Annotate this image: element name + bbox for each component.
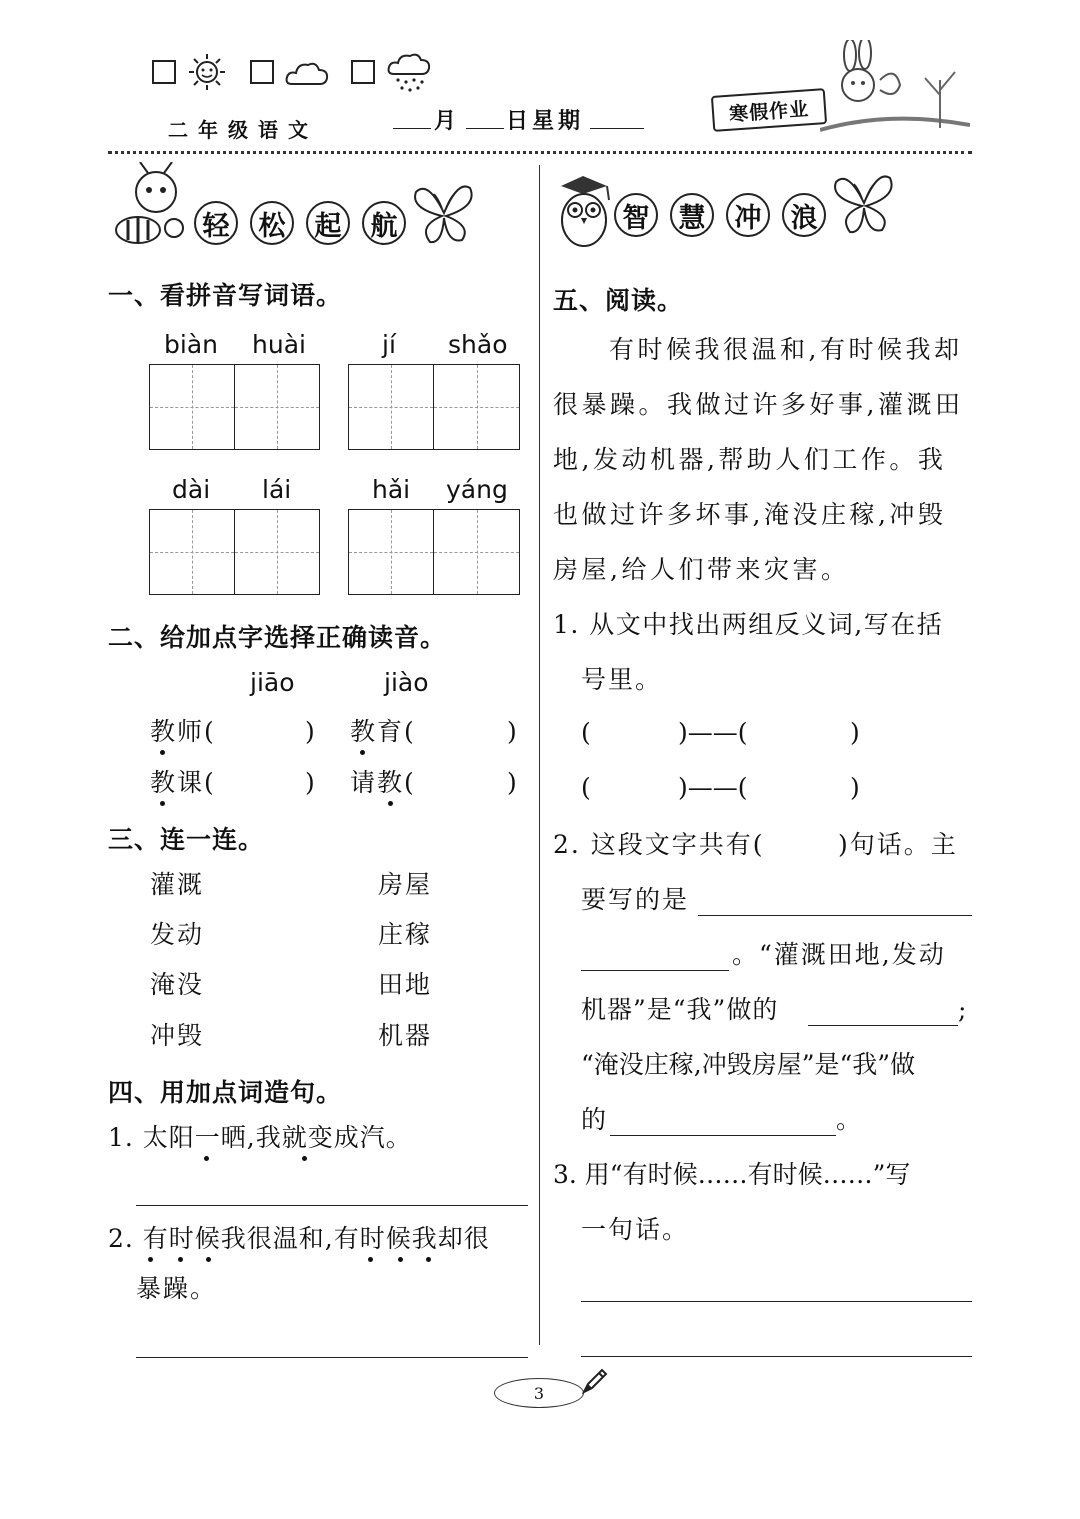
- rainy-checkbox[interactable]: [351, 60, 375, 84]
- option-jiao1: jiāo: [250, 668, 295, 697]
- match-right-2[interactable]: 庄稼: [378, 920, 433, 949]
- q5-2-line1a: 2. 这段文字共有(: [553, 830, 765, 859]
- pinyin-yang: yáng: [446, 475, 508, 504]
- emphasis-dot: [160, 801, 165, 806]
- rain-icon: [386, 52, 434, 94]
- item-jiaoyu-close: ): [507, 717, 519, 746]
- day-blank[interactable]: [466, 108, 504, 129]
- q1-title: 一、看拼音写词语。: [108, 281, 343, 310]
- match-right-3[interactable]: 田地: [378, 970, 433, 999]
- sunny-checkbox[interactable]: [152, 60, 176, 84]
- pinyin-hai: hǎi: [372, 475, 411, 504]
- emphasis-dot: [160, 750, 165, 755]
- item-qingjiao: 请教(: [350, 768, 416, 797]
- item-jiaoke-close: ): [305, 768, 317, 797]
- q4-sentence-1: 1. 太阳一晒,我就变成汽。: [108, 1123, 412, 1152]
- butterfly-icon: [828, 168, 900, 238]
- q5-1-line2: 号里。: [581, 665, 663, 694]
- writing-box-8[interactable]: [433, 509, 520, 595]
- pair2-close: ): [850, 773, 862, 802]
- month-label: 月: [434, 109, 458, 134]
- q5-3-line2: 一句话。: [581, 1215, 690, 1244]
- pair2-mid: )——(: [678, 773, 748, 802]
- q5-3-line1: 3. 用“有时候……有时候……”写: [553, 1160, 911, 1189]
- pair2-open: (: [581, 773, 593, 802]
- banner-char-7: 冲: [726, 193, 770, 237]
- banner-char-4: 航: [362, 201, 406, 245]
- writing-box-7[interactable]: [348, 509, 434, 595]
- pinyin-bian: biàn: [164, 330, 218, 359]
- owl-illustration: [553, 170, 615, 250]
- q4-sentence-2-line2: 暴躁。: [136, 1274, 218, 1303]
- emphasis-dot: [178, 1257, 183, 1262]
- emphasis-dot: [206, 1257, 211, 1262]
- pinyin-huai: huài: [252, 330, 306, 359]
- writing-box-3[interactable]: [348, 364, 434, 450]
- q5-2-line6: 的: [581, 1105, 609, 1134]
- pair1-mid: )——(: [678, 718, 748, 747]
- q5-title: 五、阅读。: [553, 286, 684, 315]
- item-jiaoke: 教课(: [150, 768, 216, 797]
- q5-2-line2: 要写的是: [581, 885, 690, 914]
- emphasis-dot: [148, 1257, 153, 1262]
- pencil-icon: [580, 1366, 610, 1396]
- grade-subject: 二年级语文: [168, 118, 318, 142]
- option-jiao4: jiào: [384, 668, 429, 697]
- q5-2-line6-end: 。: [836, 1105, 864, 1134]
- q5-2-line3: 。“灌溉田地,发动: [732, 940, 946, 969]
- q4-title: 四、用加点词造句。: [108, 1078, 343, 1107]
- weekday-blank[interactable]: [590, 108, 644, 129]
- rabbit-illustration: [820, 40, 970, 140]
- match-right-1[interactable]: 房屋: [378, 870, 433, 899]
- emphasis-dot: [368, 1257, 373, 1262]
- cloud-icon: [284, 58, 330, 88]
- item-jiaoshi-close: ): [305, 717, 317, 746]
- q3-title: 三、连一连。: [108, 825, 265, 854]
- q2-title: 二、给加点字选择正确读音。: [108, 623, 447, 652]
- answer-line-3[interactable]: [581, 1281, 972, 1302]
- match-left-2[interactable]: 发动: [150, 920, 205, 949]
- passage-line-2: 很暴躁。我做过许多好事,灌溉田: [553, 390, 964, 419]
- answer-blank-bad[interactable]: [610, 1115, 836, 1136]
- match-right-4[interactable]: 机器: [378, 1021, 433, 1050]
- banner-char-3: 起: [306, 201, 350, 245]
- writing-box-2[interactable]: [234, 364, 320, 450]
- writing-box-6[interactable]: [234, 509, 320, 595]
- pinyin-shao: shǎo: [448, 330, 508, 359]
- page-number: 3: [533, 1383, 545, 1403]
- match-left-4[interactable]: 冲毁: [150, 1021, 205, 1050]
- answer-blank-good[interactable]: [808, 1005, 958, 1026]
- emphasis-dot: [204, 1156, 209, 1161]
- banner-char-5: 智: [614, 193, 658, 237]
- banner-char-1: 轻: [194, 201, 238, 245]
- bee-girl-illustration: [108, 162, 188, 252]
- page-number-badge: [494, 1378, 584, 1408]
- header-divider: [108, 151, 972, 154]
- banner-char-8: 浪: [782, 193, 826, 237]
- item-jiaoyu: 教育(: [350, 717, 416, 746]
- banner-char-2: 松: [250, 201, 294, 245]
- sun-icon: [186, 52, 228, 92]
- passage-line-1: 有时候我很温和,有时候我却: [609, 335, 963, 364]
- answer-line-1[interactable]: [136, 1185, 528, 1206]
- butterfly-icon: [408, 178, 480, 248]
- pair1-close: ): [850, 718, 862, 747]
- header: [0, 0, 1080, 160]
- column-divider: [539, 165, 540, 1345]
- q5-2-line5: “淹没庄稼,冲毁房屋”是“我”做: [581, 1050, 916, 1079]
- passage-line-4: 也做过许多坏事,淹没庄稼,冲毁: [553, 500, 947, 529]
- cloudy-checkbox[interactable]: [250, 60, 274, 84]
- answer-line-2[interactable]: [136, 1337, 528, 1358]
- pinyin-lai: lái: [262, 475, 292, 504]
- q5-2-line1b: )句话。主: [838, 830, 958, 859]
- answer-blank-main[interactable]: [698, 895, 972, 916]
- q5-2-line4-end: ;: [958, 995, 969, 1024]
- emphasis-dot: [302, 1156, 307, 1161]
- item-qingjiao-close: ): [507, 768, 519, 797]
- emphasis-dot: [426, 1257, 431, 1262]
- match-left-1[interactable]: 灌溉: [150, 870, 205, 899]
- holiday-badge-text: 寒假作业: [728, 97, 810, 126]
- writing-box-5[interactable]: [149, 509, 235, 595]
- emphasis-dot: [388, 801, 393, 806]
- day-weekday-label: 日星期: [506, 109, 585, 134]
- pinyin-ji: jí: [382, 330, 396, 359]
- match-left-3[interactable]: 淹没: [150, 970, 205, 999]
- item-jiaoshi: 教师(: [150, 717, 216, 746]
- month-blank[interactable]: [393, 108, 431, 129]
- emphasis-dot: [360, 750, 365, 755]
- holiday-badge: [711, 88, 827, 132]
- pair1-open: (: [581, 718, 593, 747]
- passage-line-3: 地,发动机器,帮助人们工作。我: [553, 445, 947, 474]
- pinyin-dai: dài: [172, 475, 211, 504]
- writing-box-1[interactable]: [149, 364, 235, 450]
- answer-line-4[interactable]: [581, 1336, 972, 1357]
- emphasis-dot: [398, 1257, 403, 1262]
- writing-box-4[interactable]: [433, 364, 520, 450]
- answer-blank-main-cont[interactable]: [581, 950, 729, 971]
- q5-1-line1: 1. 从文中找出两组反义词,写在括: [553, 610, 944, 639]
- banner-char-6: 慧: [670, 193, 714, 237]
- passage-line-5: 房屋,给人们带来灾害。: [553, 555, 850, 584]
- q4-sentence-2-line1: 2. 有时候我很温和,有时候我却很: [108, 1224, 490, 1253]
- q5-2-line4: 机器”是“我”做的: [581, 995, 779, 1024]
